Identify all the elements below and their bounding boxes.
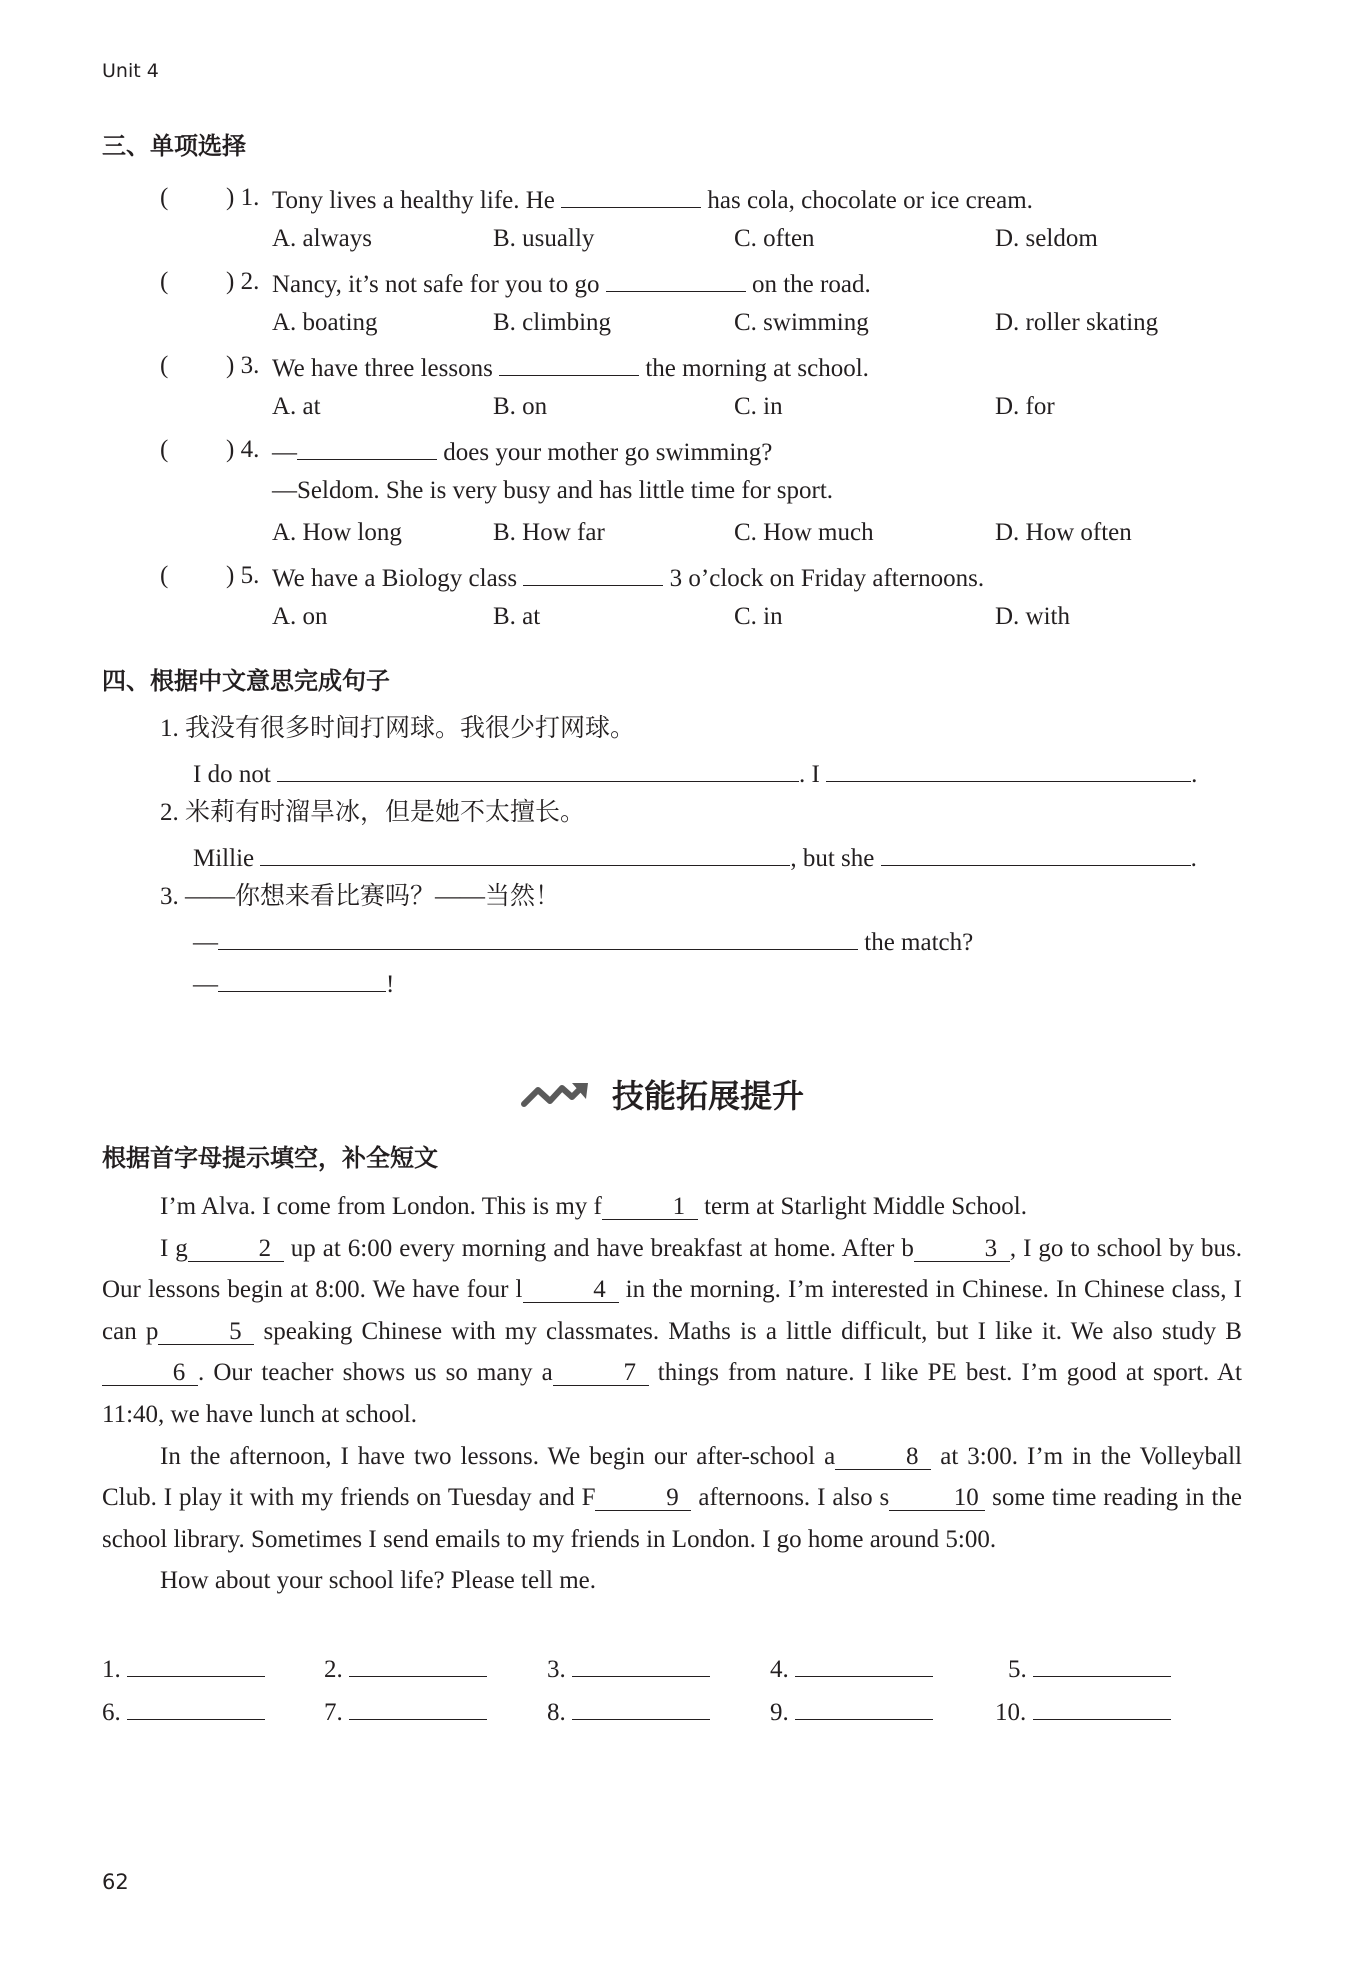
option-b: B. at — [493, 603, 541, 630]
cloze-blank[interactable]: 6 — [102, 1360, 198, 1386]
cloze-blank[interactable]: 4 — [523, 1277, 619, 1303]
option-d: D. roller skating — [995, 309, 1159, 336]
cloze-blank[interactable]: 7 — [553, 1360, 649, 1386]
option-a: A. at — [272, 393, 321, 420]
question-text: Nancy, it’s not safe for you to go on the road. — [272, 271, 871, 298]
option-d: D. with — [995, 603, 1070, 630]
answer-blank[interactable] — [127, 1697, 265, 1720]
answer-blank[interactable] — [349, 1654, 487, 1677]
answer-blank[interactable] — [795, 1654, 933, 1677]
question-number: ) 2. — [226, 268, 260, 295]
answer-item: 5. — [1008, 1654, 1171, 1682]
answer-paren-left: ( — [160, 352, 169, 379]
chinese-prompt: 3. ——你想来看比赛吗？——当然！ — [160, 883, 561, 910]
option-c: C. in — [734, 393, 783, 420]
section-4-title: 四、根据中文意思完成句子 — [102, 667, 390, 695]
answer-blank[interactable] — [218, 927, 858, 950]
cloze-blank[interactable]: 3 — [914, 1236, 1010, 1262]
answer-item: 3. — [547, 1654, 710, 1682]
option-c: C. swimming — [734, 309, 869, 336]
paragraph: I g 2 up at 6:00 every morning and have breakfast at home. After b 3 , I go to school by bus. Our lessons begin at 8:00. We have four l 4 in the morning. I’m interested in Chinese. In Chinese class, I can p 5 speaking Chinese with my classmates. Maths is a little difficult, but I like it. We also study B6 . Our teacher shows us so many a 7 things from nature. I like PE best. I’m good at sport. At 11:40, we have lunch at school. — [102, 1234, 1243, 1428]
answer-blank[interactable] — [127, 1654, 265, 1677]
translation-line: Millie , but she . — [193, 845, 1197, 872]
page-number: 62 — [102, 1870, 129, 1894]
option-b: B. on — [493, 393, 548, 420]
option-d: D. for — [995, 393, 1055, 420]
answer-blank[interactable] — [277, 759, 799, 782]
answer-item: 10. — [995, 1697, 1171, 1725]
answer-blank[interactable] — [499, 353, 639, 376]
paragraph: I’m Alva. I come from London. This is my f 1 term at Starlight Middle School. — [160, 1193, 1027, 1220]
answer-blank[interactable] — [606, 269, 746, 292]
question-number: ) 3. — [226, 352, 260, 379]
answer-blank[interactable] — [349, 1697, 487, 1720]
answer-blank[interactable] — [572, 1654, 710, 1677]
answer-item: 2. — [324, 1654, 487, 1682]
option-a: A. boating — [272, 309, 378, 336]
answer-item: 8. — [547, 1697, 710, 1725]
question-number: ) 4. — [226, 436, 260, 463]
paragraph: How about your school life? Please tell me. — [160, 1567, 596, 1595]
answer-blank[interactable] — [1033, 1654, 1171, 1677]
answer-item: 1. — [102, 1654, 265, 1682]
translation-line: — ! — [193, 971, 395, 998]
answer-blank[interactable] — [561, 185, 701, 208]
question-text: We have a Biology class 3 o’clock on Friday afternoons. — [272, 565, 985, 592]
trend-up-icon — [520, 1077, 592, 1118]
answer-blank[interactable] — [881, 843, 1191, 866]
option-b: B. How far — [493, 519, 605, 546]
answer-blank[interactable] — [1033, 1697, 1171, 1720]
cloze-blank[interactable]: 1 — [602, 1194, 698, 1220]
answer-paren-left: ( — [160, 436, 169, 463]
translation-line: — the match? — [193, 929, 974, 956]
option-d: D. seldom — [995, 225, 1098, 252]
option-b: B. usually — [493, 225, 595, 252]
section-banner-title: 技能拓展提升 — [612, 1077, 805, 1115]
answer-blank[interactable] — [572, 1697, 710, 1720]
cloze-title: 根据首字母提示填空，补全短文 — [102, 1144, 438, 1172]
answer-item: 4. — [770, 1654, 933, 1682]
option-a: A. How long — [272, 519, 402, 546]
section-3-title: 三、单项选择 — [102, 132, 246, 160]
cloze-blank[interactable]: 2 — [188, 1236, 284, 1262]
translation-line: I do not . I . — [193, 761, 1198, 788]
option-c: C. often — [734, 225, 815, 252]
question-number: ) 1. — [226, 184, 260, 211]
answer-blank[interactable] — [297, 437, 437, 460]
answer-blank[interactable] — [795, 1697, 933, 1720]
question-response-line: —Seldom. She is very busy and has little time for sport. — [272, 477, 834, 504]
cloze-passage — [102, 1186, 1242, 1602]
answer-blank[interactable] — [523, 563, 663, 586]
option-c: C. in — [734, 603, 783, 630]
answer-blank[interactable] — [218, 969, 386, 992]
answer-paren-left: ( — [160, 268, 169, 295]
cloze-blank[interactable]: 10 — [889, 1485, 985, 1511]
option-b: B. climbing — [493, 309, 612, 336]
question-text: We have three lessons the morning at school. — [272, 355, 869, 382]
answer-paren-left: ( — [160, 562, 169, 589]
question-number: ) 5. — [226, 562, 260, 589]
answer-blank[interactable] — [826, 759, 1191, 782]
option-a: A. always — [272, 225, 372, 252]
chinese-prompt: 1. 我没有很多时间打网球。我很少打网球。 — [160, 715, 636, 742]
chinese-prompt: 2. 米莉有时溜旱冰，但是她不太擅长。 — [160, 799, 586, 826]
answer-item: 9. — [770, 1697, 933, 1725]
answer-blank[interactable] — [260, 843, 790, 866]
cloze-blank[interactable]: 5 — [158, 1319, 254, 1345]
question-text: Tony lives a healthy life. He has cola, chocolate or ice cream. — [272, 187, 1033, 214]
answer-paren-left: ( — [160, 184, 169, 211]
option-a: A. on — [272, 603, 328, 630]
option-c: C. How much — [734, 519, 874, 546]
unit-label: Unit 4 — [102, 60, 159, 82]
answer-item: 7. — [324, 1697, 487, 1725]
answer-item: 6. — [102, 1697, 265, 1725]
cloze-blank[interactable]: 9 — [595, 1485, 691, 1511]
cloze-blank[interactable]: 8 — [835, 1444, 931, 1470]
option-d: D. How often — [995, 519, 1132, 546]
question-text: — does your mother go swimming? — [272, 439, 773, 466]
paragraph: In the afternoon, I have two lessons. We begin our after-school a 8 at 3:00. I’m in the Volleyball Club. I play it with my friends on Tuesday and F 9 afternoons. I also s 10 some time reading in the school library. Sometimes I send emails to my friends in London. I go home around 5:00. — [102, 1442, 1242, 1553]
